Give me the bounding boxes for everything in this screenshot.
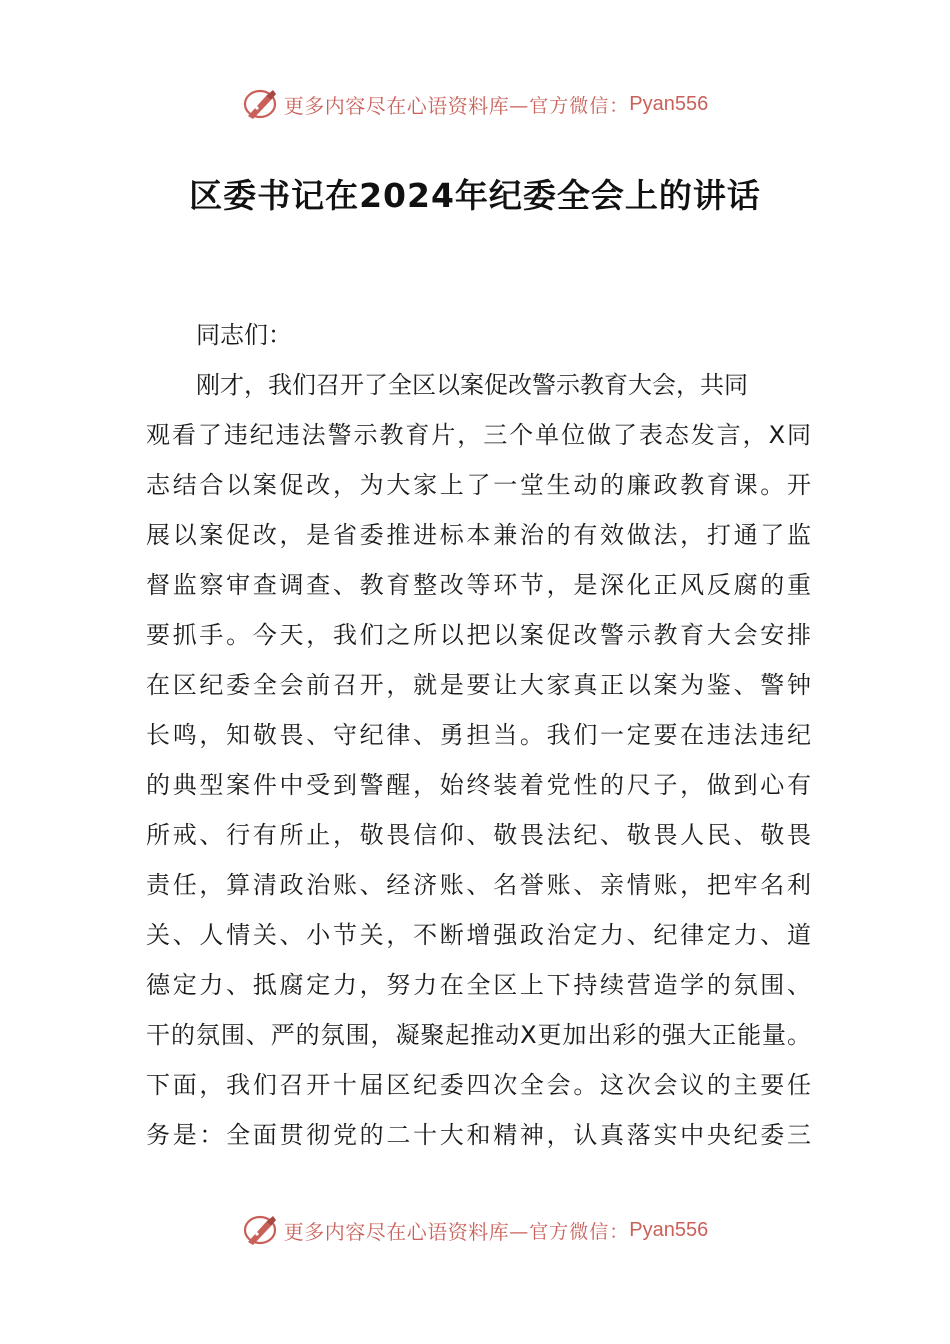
banner-text: 更多内容尽在心语资料库 (283, 1219, 510, 1244)
document-body (146, 310, 811, 1160)
pen-nib-logo-icon (242, 86, 280, 122)
header-banner (0, 84, 950, 124)
body-line: 德定力、抵腐定力，努力在全区上下持续营造学的氛围、 (146, 971, 811, 999)
body-line: 的典型案件中受到警醒，始终装着党性的尺子，做到心有 (146, 771, 811, 799)
body-line: 在区纪委全会前召开，就是要让大家真正以案为鉴、警钟 (146, 671, 811, 699)
body-line: 所戒、行有所止，敬畏信仰、敬畏法纪、敬畏人民、敬畏 (146, 821, 811, 849)
body-line: 观看了违纪违法警示教育片，三个单位做了表态发言，X同 (146, 421, 811, 449)
salutation: 同志们： (196, 321, 292, 349)
body-line: 刚才，我们召开了全区以案促改警示教育大会，共同 (196, 371, 748, 399)
banner-dash-text: —官方微信： (509, 94, 630, 117)
banner-wechat-id: Pyan556 (629, 92, 709, 115)
pen-nib-logo-icon (242, 1212, 280, 1248)
document-title: 区委书记在2024年纪委全会上的讲话 (189, 176, 761, 215)
body-line: 长鸣，知敬畏、守纪律、勇担当。我们一定要在违法违纪 (146, 721, 811, 749)
banner-wechat-id: Pyan556 (629, 1218, 709, 1241)
body-line: 关、人情关、小节关，不断增强政治定力、纪律定力、道 (146, 921, 811, 949)
body-line: 务是：全面贯彻党的二十大和精神，认真落实中央纪委三 (146, 1121, 811, 1149)
body-line: 要抓手。今天，我们之所以把以案促改警示教育大会安排 (146, 621, 811, 649)
banner-dash-text: —官方微信： (509, 1220, 630, 1243)
body-line: 干的氛围、严的氛围，凝聚起推动X更加出彩的强大正能量。 (146, 1021, 811, 1049)
body-line: 志结合以案促改，为大家上了一堂生动的廉政教育课。开 (146, 471, 811, 499)
banner-text: 更多内容尽在心语资料库 (283, 93, 510, 118)
footer-banner (0, 1210, 950, 1250)
body-line: 展以案促改，是省委推进标本兼治的有效做法，打通了监 (146, 521, 811, 549)
body-line: 督监察审查调查、教育整改等环节，是深化正风反腐的重 (146, 571, 811, 599)
body-line: 责任，算清政治账、经济账、名誉账、亲情账，把牢名利 (146, 871, 811, 899)
body-line: 下面，我们召开十届区纪委四次全会。这次会议的主要任 (146, 1071, 811, 1099)
